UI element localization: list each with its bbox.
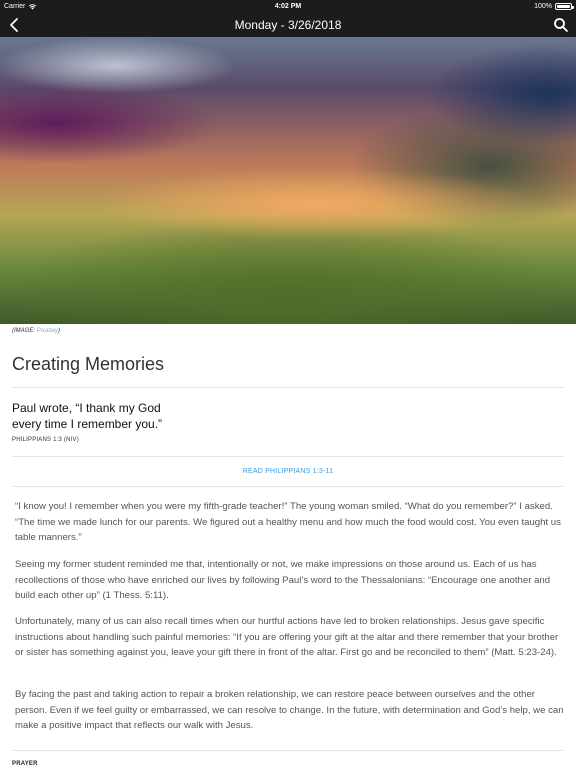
page-title: Monday - 3/26/2018 <box>234 18 342 32</box>
verse-reference: PHILIPPIANS 1:3 (NIV) <box>12 437 79 443</box>
caption-suffix: ) <box>58 328 61 334</box>
body-paragraph: Seeing my former student reminded me that, intentionally or not, we make impressions on those around us. Each of us has recollections of those who have enriched our lives by following Paul’s word to the Thessalonians: “Encourage one another and build each other up” (1 Thess. 5:11). <box>15 559 551 601</box>
carrier-label: Carrier <box>4 3 26 10</box>
image-caption <box>12 328 60 334</box>
divider <box>12 456 564 457</box>
navigation-bar <box>0 13 576 37</box>
body-paragraph: “I know you! I remember when you were my fifth-grade teacher!” The young woman smiled. “What do you remember?” I asked. “The time we made lunch for our parents. We figured out a healthy menu and how much the food would cost. You even taught us table manners.” <box>15 501 561 543</box>
status-bar <box>0 0 576 13</box>
search-icon[interactable] <box>552 16 570 34</box>
body-paragraph: Unfortunately, many of us can also recall times when our hurtful actions have led to broken relationships. Jesus gave specific instructions about handling such painful memories: “If you are offering your gift at the altar and there remember that your brother or sister has something against you, leave your gift there in front of the altar. First go and be reconciled to them” (Matt. 5:23-24). <box>15 616 559 658</box>
divider <box>12 387 564 388</box>
caption-source-link[interactable]: Pixabay <box>36 328 59 334</box>
article-title: Creating Memories <box>12 354 165 374</box>
battery-indicator <box>534 0 572 13</box>
divider <box>12 486 564 487</box>
battery-percent: 100% <box>534 3 552 10</box>
read-scripture-link[interactable]: READ PHILIPPIANS 1:3-11 <box>242 468 334 475</box>
section-label-prayer: PRAYER <box>12 761 38 767</box>
status-time: 4:02 PM <box>274 3 302 10</box>
key-verse: Paul wrote, “I thank my God every time I remember you.” <box>12 401 163 431</box>
body-paragraph: By facing the past and taking action to repair a broken relationship, we can restore peace between ourselves and the other person. Even if we feel guilty or embarrassed, we can resolve to change. In the future, with determination and God’s help, we can make a positive impact that reflects our walk with Jesus. <box>15 689 564 731</box>
battery-icon <box>555 3 572 10</box>
caption-prefix: (IMAGE: <box>12 328 37 334</box>
hero-image <box>0 37 576 324</box>
divider <box>12 750 564 751</box>
